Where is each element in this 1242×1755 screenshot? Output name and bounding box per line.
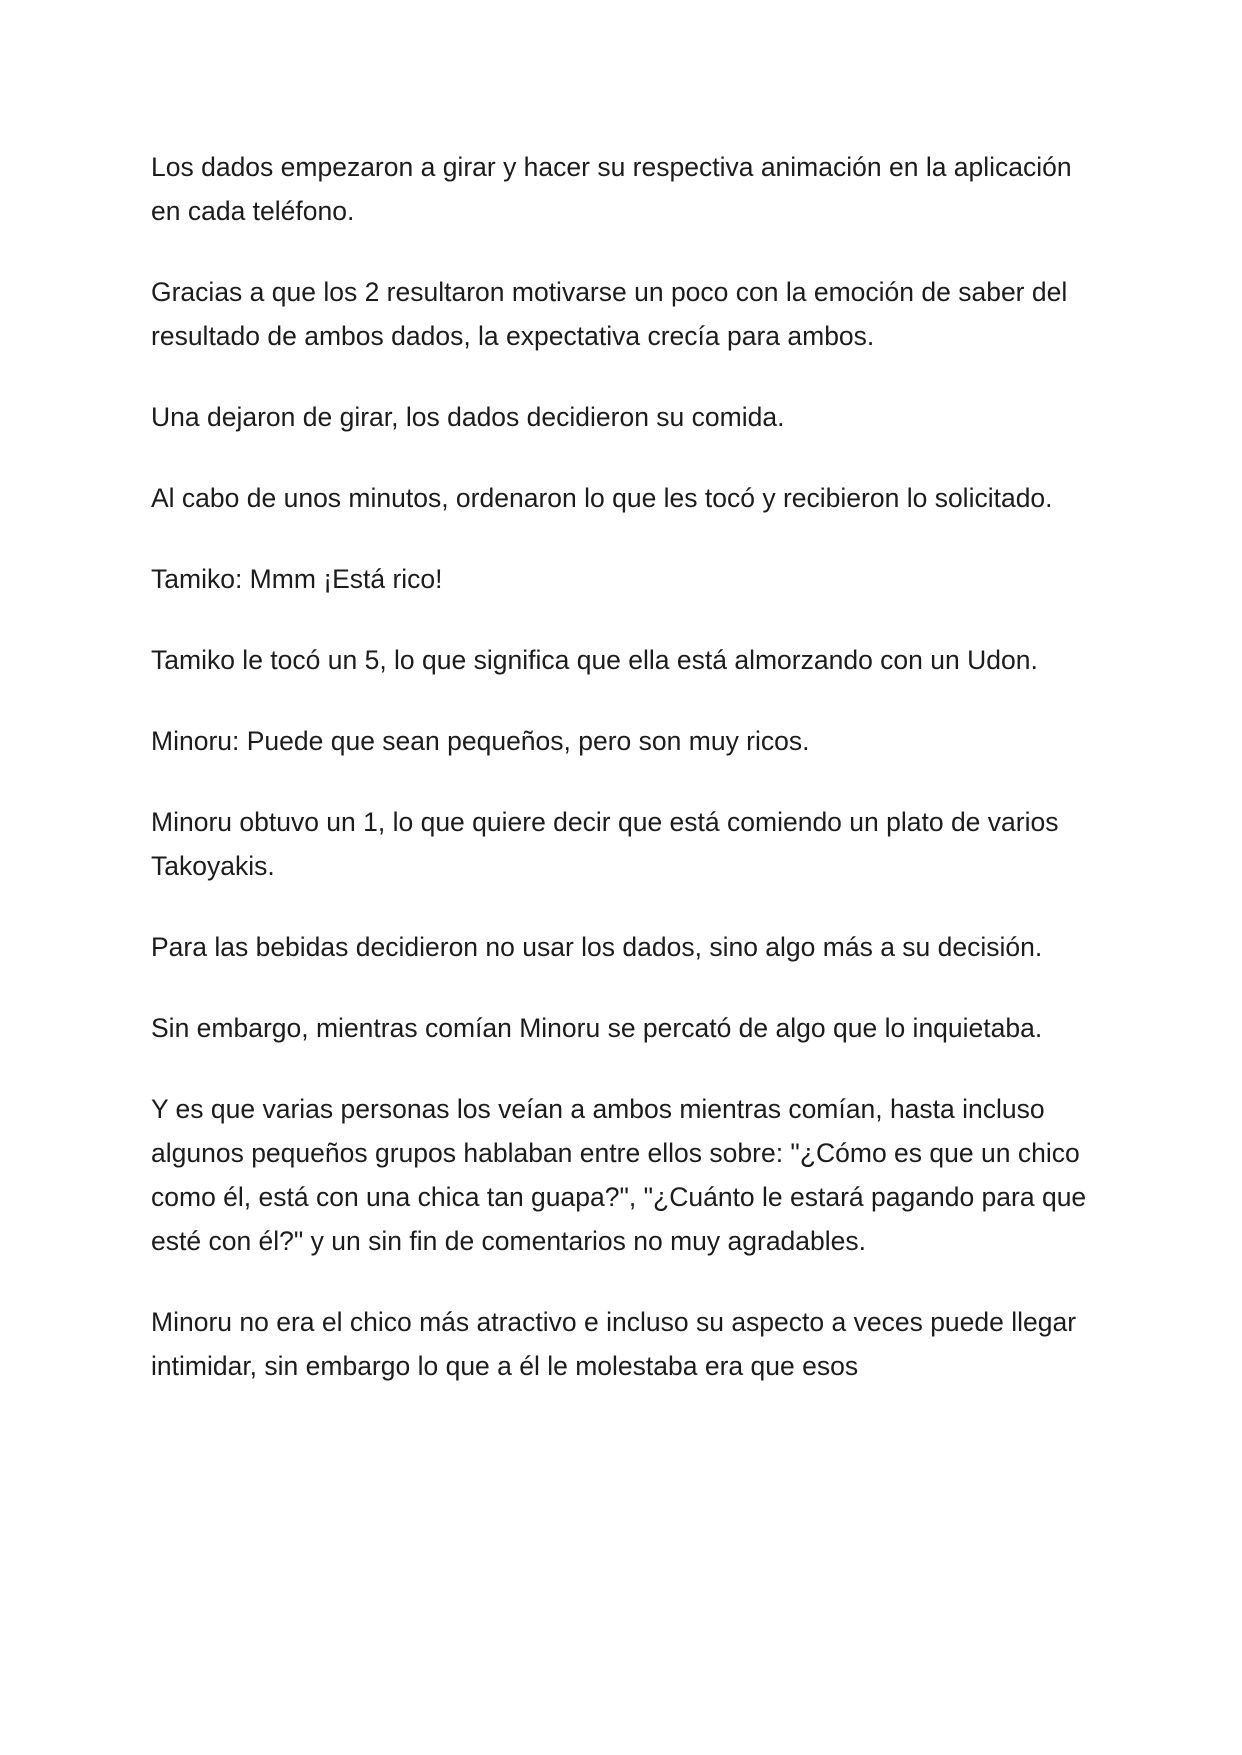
paragraph: Minoru no era el chico más atractivo e incluso su aspecto a veces puede llegar intimidar, sin embargo lo que a él le molestaba era que esos <box>151 1307 1077 1381</box>
paragraph: Los dados empezaron a girar y hacer su respectiva animación en la aplicación en cada teléfono. <box>151 152 1072 226</box>
paragraph: Tamiko: Mmm ¡Está rico! <box>151 564 443 594</box>
document-body <box>151 145 1101 1425</box>
paragraph: Sin embargo, mientras comían Minoru se percató de algo que lo inquietaba. <box>151 1013 1043 1043</box>
paragraph: Al cabo de unos minutos, ordenaron lo que les tocó y recibieron lo solicitado. <box>151 483 1053 513</box>
paragraph: Minoru: Puede que sean pequeños, pero son muy ricos. <box>151 726 810 756</box>
paragraph: Para las bebidas decidieron no usar los dados, sino algo más a su decisión. <box>151 932 1043 962</box>
paragraph: Minoru obtuvo un 1, lo que quiere decir que está comiendo un plato de varios Takoyakis. <box>151 807 1059 881</box>
paragraph: Una dejaron de girar, los dados decidieron su comida. <box>151 402 785 432</box>
paragraph: Tamiko le tocó un 5, lo que significa que ella está almorzando con un Udon. <box>151 645 1038 675</box>
paragraph: Gracias a que los 2 resultaron motivarse un poco con la emoción de saber del resultado de ambos dados, la expectativa crecía para ambos. <box>151 277 1068 351</box>
paragraph: Y es que varias personas los veían a ambos mientras comían, hasta incluso algunos pequeños grupos hablaban entre ellos sobre: "¿Cómo es que un chico como él, está con una chica tan guapa?", "¿Cuánto le estará pagando para que esté con él?" y un sin fin de comentarios no muy agradables. <box>151 1094 1087 1256</box>
